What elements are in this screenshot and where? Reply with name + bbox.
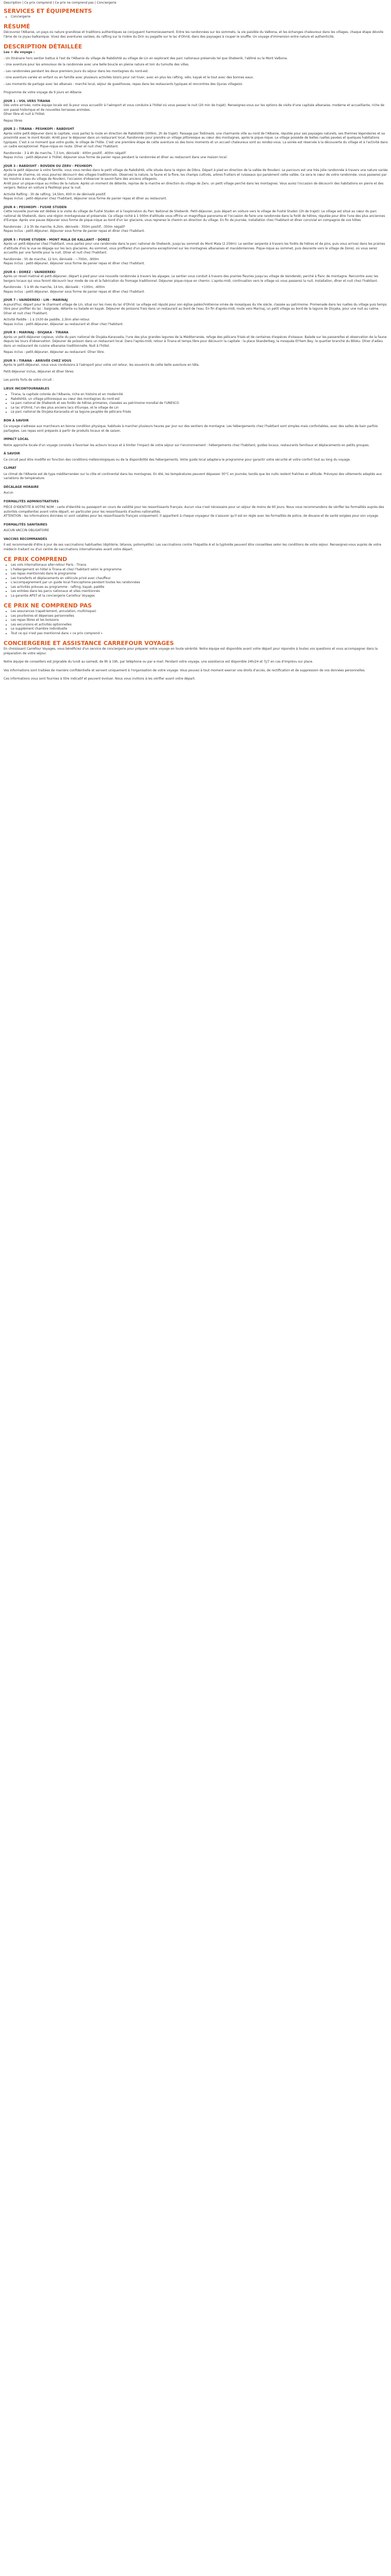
services-title: SERVICES ET ÉQUIPEMENTS xyxy=(4,7,92,14)
included-item: • Les transferts et déplacements en véhicule privé avec chauffeur xyxy=(11,577,388,581)
services-list xyxy=(4,15,388,20)
included-item: • Les repas mentionnés dans le programme xyxy=(11,572,388,577)
day-meta: Repas inclus : petit-déjeuner, déjeuner au restaurant. Dîner libre. xyxy=(4,350,105,354)
day-title: JOUR 6 : DOREZ - VAINDEREKI xyxy=(4,270,56,274)
extra-title: IMPACT LOCAL xyxy=(4,437,29,441)
day-meta: Randonnée : 5h de marche, 12 km, dénivelé : ~700m, -900m Repas inclus : petit-déjeuner, déjeuner sous forme de panier repas et dîner chez l'habitant. xyxy=(4,257,145,265)
day-title: JOUR 1 : VOL VERS TIRANA xyxy=(4,99,51,103)
day-block xyxy=(4,298,388,327)
excluded-item: • Les excursions et activités optionnelles xyxy=(11,623,388,628)
detail-title: DESCRIPTION DÉTAILLÉE xyxy=(4,43,83,50)
day-block xyxy=(4,359,388,375)
extra-text: Notre approche locale d'un voyage consiste à favoriser les acteurs locaux et à limiter l'impact de votre séjour sur l'environnement : hébergements chez l'habitant, guides locaux, restaurants familiaux et déplacements en petits groupes. xyxy=(4,443,370,447)
concierge-paragraph: Vos informations sont traitées de manière confidentielle et servent uniquement à l'organisation de votre voyage. Vous pouvez à tout moment exercer vos droits d'accès, de rectification et de suppression de vos données personnelles. xyxy=(4,668,366,672)
included-item: • L'hébergement en hôtel à Tirana et chez l'habitant selon le programme xyxy=(11,568,388,572)
excluded-item: • Le supplément chambre individuelle xyxy=(11,627,388,632)
extra-title: BON À SAVOIR xyxy=(4,418,29,422)
concierge-title: CONCIERGERIE ET ASSISTANCE CARREFOUR VOYAGES xyxy=(4,640,174,647)
list-item: • Rabdishtë, un village pittoresque au cœur des montagnes du nord-est xyxy=(11,397,388,402)
excluded-list xyxy=(4,609,388,636)
day-body: Après votre petit-déjeuner dans la capitale, vous partez la route en direction de Rabdishtë (300km, 2h de trajet). Passage par Todimezë, une charmante ville au nord de l'Albanie, réputée pour ses paysages naturels, ses thermes légendaires et sa proximité avec le mont Korabi. Arrêt pour le déjeuner dans un restaurant local. Randonnée pour prendre un village pittoresque au cœur des montagnes, après le pique-nique. Le village possède de belles ruelles pavées et quelques habitations typiques. C'est à ce moment que votre guide, le village de l'hôte. C'est une première étape de cette aventure où des bons moments et un accueil chaleureux sont au rendez-vous. La soirée est réservée à la découverte du village et à l'activité dans un cadre exceptionnel. Pique-nique en route. Dîner et nuit chez l'habitant. xyxy=(4,131,388,148)
extra-text: Il est recommandé d'être à jour de ses vaccinations habituelles (diphtérie, tétanos, poliomyélite). Les vaccinations contre l'hépatite A et la typhoïde peuvent être conseillées selon les conditions de votre séjour. Renseignez-vous auprès de votre médecin traitant ou d'un centre de vaccinations internationales avant votre départ. xyxy=(4,543,382,551)
extra-title: DÉCALAGE HORAIRE xyxy=(4,485,39,489)
day-block xyxy=(4,206,388,234)
extra-section xyxy=(4,466,388,481)
extra-text: Aucun xyxy=(4,491,13,495)
list-item: • Tirana, la capitale colorée de l'Albanie, riche en histoire et en modernité xyxy=(11,393,388,397)
extra-section xyxy=(4,452,388,462)
detail-plus: - Une aventure variée en enfant ou en famille avec plusieurs activités loisirs pour cet hiver, avec en plus les rafting, vélo, kayak et le tout avec des bonnes eaux. xyxy=(4,76,254,79)
resume-text: Découvrez l'Albanie, un pays où nature grandiose et traditions authentiques se conjuguent harmonieusement. Entre les randonnées sur les sommets, la vie paisible du Valbona, et les échanges chaleureux dans les villages, chaque étape dévoile l'âme de ce joyau balkanique. Vivez des aventures variées, du rafting sur la rivière du Drin ou pagaille sur le lac d'Ohrid, dans des paysages à couper le souffle. Un voyage d'immersion entre nature et authenticité. xyxy=(4,30,384,39)
day-meta: Randonnée : 2 à 3h de marche, 6,2km, dénivelé : 350m positif, -350m négatif Repas inclus : petit-déjeuner, déjeuner sous forme de panier repas et dîner chez l'habitant. xyxy=(4,225,145,233)
day-title: JOUR 7 : VAINDEREKI - LIN - MARINAJ xyxy=(4,298,68,302)
excluded-item: • Les repas libres et les boissons xyxy=(11,618,388,623)
extra-text: AUCUN VACCIN OBLIGATOIRE xyxy=(4,529,50,532)
day-body: Après un petit-déjeuner chez l'habitant, vous partez pour une randonnée dans le parc national de Shebenik, jusqu'au sommet du Mont Mala (2 259m). Le sentier serpente à travers les forêts de hêtres et de pins, puis vous arrivez dans les prairies d'altitude d'où la vue se dégage sur les lacs glaciaires. Au sommet, vous profiterez d'un panorama exceptionnel sur les montagnes albanaises et macédoniennes. Pique-nique au sommet, puis descente vers le village de Dorez, où vous serez accueillis par une famille pour la nuit. Dîner et nuit chez l'habitant. xyxy=(4,242,385,255)
included-title: CE PRIX COMPREND xyxy=(4,556,68,563)
list-item: • Le parc national de Divjaka-Karavasta et sa lagune peuplée de pélicans frisés xyxy=(11,410,388,415)
breadcrumb[interactable]: Description | Ce prix comprend | Ce prix ne comprend pas | Conciergerie xyxy=(4,1,117,5)
detail-plus: - Les randonnées pendant les deux premiers jours du séjour dans les montagnes du nord-est. xyxy=(4,69,149,73)
day-block xyxy=(4,127,388,160)
excluded-item: • Les pourboires et dépenses personnelles xyxy=(11,614,388,619)
concierge-paragraph: Ces informations vous sont fournies à titre indicatif et peuvent évoluer. Nous vous invitons à les vérifier avant votre départ. xyxy=(4,677,196,681)
day-title: JOUR 8 : MARINAJ - DIVJAKA - TIRANA xyxy=(4,331,69,334)
detail-plus: - Une aventure pour les amoureux de la randonnée avec une belle boucle en pleine nature et loin du tumulte des villes. xyxy=(4,63,190,66)
extra-text: Le climat de l'Albanie est de type méditerranéen sur la côte et continental dans les montagnes. En été, les températures peuvent dépasser 30°C en journée, tandis que les nuits restent fraîches en altitude. Prévoyez des vêtements adaptés aux variations de température. xyxy=(4,472,382,480)
service-item: • Conciergerie xyxy=(11,15,388,20)
extra-title: FORMALITÉS ADMINISTRATIVES xyxy=(4,499,59,503)
day-meta: Randonnée : 5 à 6h de marche, 14 km, dénivelé : +100m, -400m Repas inclus : petit-déjeuner, déjeuner sous forme de panier repas et dîner chez l'habitant. xyxy=(4,285,145,294)
day-meta: Randonnée : 3 à 4h de marche, 7,5 km, dénivelé : 400m positif, -400m négatif Repas inclus : petit-déjeuner à l'hôtel, déjeuner sous forme de panier repas pendant la randonnée et dîner au restaurant dans une maison local. xyxy=(4,151,227,159)
detail-plus: - Les moments de partage avec les albanais : marché local, séjour de guesthouse, repas dans les restaurants typiques et rencontres des Gjuras villageois xyxy=(4,82,242,86)
day-block xyxy=(4,331,388,355)
included-item: • La garantie APST et la conciergerie Carrefour Voyages xyxy=(11,594,388,599)
excluded-title: CE PRIX NE COMPREND PAS xyxy=(4,602,92,609)
extra-section xyxy=(4,537,388,552)
concierge-paragraph: En choisissant Carrefour Voyages, vous bénéficiez d'un service de conciergerie pour préparer votre voyage en toute sérénité. Notre équipe est disponible avant votre départ pour répondre à toutes vos questions et vous accompagner dans la préparation de votre séjour. xyxy=(4,647,378,655)
day-body: Cette nouvelle journée est dédiée à la visite du village de Fushë Studen et à l'exploration du Parc National de Shebenik. Petit-déjeuner, puis départ en voiture vers le village de Fushë Studen (2h de trajet). Le village est situé au cœur du parc national de Shebenik, dans une région montagneuse et préservée. Ce village niché à 1 000m d'altitude vous offrira un magnifique panorama et l'occasion de faire une randonnée dans la forêt de hêtres, réputée pour être l'une des plus anciennes d'Europe. Après une pause déjeuner sous forme de pique-nique au bord d'un lac glaciaire, vous reprenez le chemin en direction du village. En fin de journée, installation chez l'habitant et dîner convivial en compagnie de vos hôtes. xyxy=(4,210,385,222)
day-block xyxy=(4,164,388,201)
day-title: JOUR 2 : TIRANA - PESHKOPI - RABDISHT xyxy=(4,127,74,131)
included-item: • Les entrées dans les parcs nationaux et sites mentionnés xyxy=(11,589,388,594)
included-item: • Les activités prévues au programme : rafting, kayak, paddle xyxy=(11,585,388,590)
extra-section xyxy=(4,523,388,533)
list-item: • Le parc national de Shebenik et ses forêts de hêtres primaires, classées au patrimoine mondial de l'UNESCO xyxy=(11,401,388,406)
day-body: Après un petit-déjeuner copieux, visite du parc national de Divjaka-Karavasta, l'une des plus grandes lagunes de la Méditerranée, refuge des pélicans frisés et de centaines d'espèces d'oiseaux. Balade sur les passerelles et observation de la faune depuis les tours d'observation. Déjeuner de poisson dans un restaurant local. Dans l'après-midi, retour à Tirana et temps libre pour découvrir la capitale : la place Skanderbeg, la mosquée Et'hem Bey, le quartier branché du Blloku. Dîner d'adieu dans un restaurant de cuisine albanaise traditionnelle. Nuit à l'hôtel. xyxy=(4,335,387,348)
extra-section xyxy=(4,500,388,519)
included-item: • Les vols internationaux aller-retour Paris - Tirana xyxy=(11,563,388,568)
day-title: JOUR 5 : FUSHE STUDEN - MONT MALA DE KALLANIT - DOREZ xyxy=(4,238,110,242)
day-block xyxy=(4,238,388,266)
list-item: • Le lac d'Ohrid, l'un des plus anciens lacs d'Europe, et le village de Lin xyxy=(11,406,388,411)
included-item: • L'accompagnement par un guide local francophone pendant toutes les randonnées xyxy=(11,581,388,585)
closing: Les points forts de votre circuit : xyxy=(4,378,54,382)
day-meta: Repas libres xyxy=(4,118,23,123)
included-list xyxy=(4,563,388,598)
note-title: LIEUX INCONTOURNABLES xyxy=(4,386,50,391)
day-block xyxy=(4,99,388,124)
day-body: Dès votre arrivée, notre équipe locale est là pour vous accueillir à l'aéroport et vous conduire à l'hôtel où vous passez le nuit (20 min de trajet). Renseignez-vous sur les options de visite d'une capitale albanaise, moderne et accueillante, riche de son passé historique et de nouvelles terrasses animées. Dîner libre et nuit à l'hôtel. xyxy=(4,104,385,116)
extra-title: CLIMAT xyxy=(4,466,17,470)
extra-section xyxy=(4,485,388,496)
concierge-paragraph: Notre équipe de conseillers est joignable du lundi au samedi, de 9h à 19h, par téléphone ou par e-mail. Pendant votre voyage, une assistance est disponible 24h/24 et 7j/7 en cas d'imprévu sur place. xyxy=(4,660,314,664)
detail-subtitle: Les + du voyage : xyxy=(4,50,35,54)
extra-title: À SAVOIR xyxy=(4,452,20,455)
program-intro: Programme de votre voyage de 9 jours en Albanie xyxy=(4,91,82,94)
extra-title: VACCINS RECOMMANDÉS xyxy=(4,537,47,541)
day-body: Aujourd'hui, départ pour le charmant village de Lin, situé sur les rives du lac d'Ohrid. Le village est réputé pour son église paléochrétienne ornée de mosaïques du VIe siècle, classée au patrimoine. Promenade dans les ruelles du village puis temps libre pour profiter du lac : baignade, détente ou balade en kayak. Déjeuner de poissons frais dans un restaurant au bord de l'eau. En fin d'après-midi, route vers Marinaj, un petit village au bord de la lagune de Divjaka, pour une nuit au calme. Dîner et nuit chez l'habitant. xyxy=(4,302,387,315)
day-meta: Activité Paddle : 1 à 1h30 de paddle, 2,5km aller-retour. Repas inclus : petit-déjeuner, déjeuner au restaurant et dîner chez l'habitant. xyxy=(4,318,124,326)
day-title: JOUR 9 : TIRANA - ARRIVÉE CHEZ VOUS xyxy=(4,359,72,363)
extra-text: Ce circuit peut être modifié en fonction des conditions météorologiques ou de la disponibilité des hébergements. Votre guide local adaptera le programme pour garantir votre sécurité et votre confort tout au long du voyage. xyxy=(4,457,351,462)
extra-section xyxy=(4,419,388,434)
day-body: Après le petit-déjeuner, nous vous conduisons à l'aéroport pour votre vol retour, les souvenirs de cette belle aventure en tête. xyxy=(4,363,200,367)
excluded-item: • Les assurances (rapatriement, annulation, multirisque) xyxy=(11,609,388,614)
day-body: Après le petit déjeuner à votre famille, vous vous rendez dans le petit village de Rabdishtë, ville située dans la région de Dibra. Départ à pied en direction de la vallée de Rovdeni. Le parcours est une très jolie randonnée à travers une nature variée et pleine de charme, où vous pourrez découvrir des villages traditionnels. Observez la nature, la faune et la flore, les champs cultivés, arbres fruitiers et ruisseaux qui parsèment cette vallée. Ce sera le cœur de votre randonnée, vous passerez par les moulins à eau du village de Rovdeni, l'occasion d'observer le savoir-faire des anciens villageois. Arrêt pour un pique-nique au milieu de la nature. Après un moment de détente, reprise de la marche en direction du village de Zerv, un petit village perché dans les montagnes. Vous aurez l'occasion de découvrir des habitations en pierre et des vergers. Retour en voiture à Peshkopi pour la nuit. xyxy=(4,168,388,190)
detail-plus: - Un itinéraire hors sentier battus à l'est de l'Albanie du village de Rabdishtë au village de Lin en explorant des parc nationaux préservés tel que Shebenik, l'abîmé ou le Mont Valbona. xyxy=(4,56,288,60)
day-meta: Activité Rafting : 3h de rafting, 14,5km, 600 m de dénivelé positif. Repas inclus : petit-déjeuner chez l'habitant, déjeuner sous forme de panier repas et dîner au restaurant. xyxy=(4,192,167,200)
day-meta: Petit-déjeuner inclus, déjeuner et dîner libres xyxy=(4,369,74,374)
note-list xyxy=(4,393,388,415)
day-body: Après un réveil matinal et petit-déjeuner, départ à pied pour une nouvelle randonnée à travers les alpages. Le sentier vous conduit à travers des prairies fleuries jusqu'au village de Vaindereki, perché à flanc de montagne. Rencontre avec les bergers locaux qui vous feront découvrir leur mode de vie et la fabrication du fromage traditionnel. Déjeuner pique-nique en chemin. L'après-midi, continuation vers le village où vous passerez la nuit. Installation, dîner et nuit chez l'habitant. xyxy=(4,275,379,283)
excluded-item: • Tout ce qui n'est pas mentionné dans « ce prix comprend » xyxy=(11,632,388,636)
extra-text: Ce voyage s'adresse aux marcheurs en bonne condition physique, habitués à marcher plusieurs heures par jour sur des sentiers de montagne. Les hébergements chez l'habitant sont simples mais confortables, avec des salles de bain parfois partagées. Les repas sont préparés à partir de produits locaux et de saison. xyxy=(4,425,378,433)
extra-text: PIÈCE D'IDENTITÉ À VOTRE NOM : carte d'identité ou passeport en cours de validité pour les ressortissants français. Aucun visa n'est nécessaire pour un séjour de moins de 90 jours. Nous vous recommandons de vérifier les formalités auprès des autorités compétentes avant votre départ, en particulier pour les ressortissants d'autres nationalités. ATTENTION : les informations données ici sont valables pour les ressortissants français uniquement. Il appartient à chaque voyageur de s'assurer qu'il est en règle avec les formalités de police, de douane et de santé exigées pour son voyage. xyxy=(4,505,384,518)
extra-section xyxy=(4,437,388,448)
resume-title: RÉSUMÉ xyxy=(4,23,30,30)
extra-title: FORMALITÉS SANITAIRES xyxy=(4,522,47,527)
day-title: JOUR 3 : RABDISHT - ROVDEN OU ZERV - PESHKOPI xyxy=(4,164,92,168)
day-title: JOUR 4 : PESHKOPI - FUSHE STUDEN xyxy=(4,205,67,209)
day-block xyxy=(4,270,388,295)
